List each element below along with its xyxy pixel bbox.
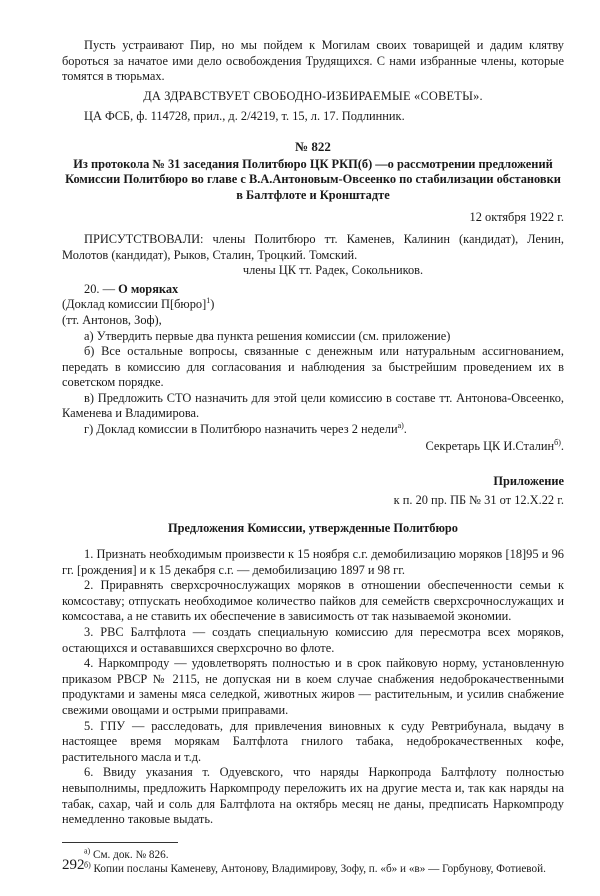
document-date: 12 октября 1922 г. [469, 210, 564, 225]
page-number: 292 [62, 857, 85, 873]
proposal-item: 2. Приравнять сверхсрочнослужащих моряков в отношении обеспеченности семьи к комсоставу; отпускать необходимое количество пайков для семейств сверхсрочнослужащих и комсостава, а не ставить их обеспечение в зависимость от так называемой экономии. [62, 578, 564, 624]
proposal-item: 5. ГПУ — расследовать, для привлечения виновных к суду Ревтрибунала, выдачу в настоящее время морякам Балтфлота гнилого табака, недоброкачественных кофе, растительного масла и т.д. [62, 718, 564, 764]
footnote-ref: 1 [206, 296, 211, 306]
proposals-list [62, 547, 564, 828]
footnote-ref: б) [554, 437, 561, 447]
document-page [62, 38, 564, 876]
footnote-divider [62, 842, 178, 843]
footnotes [62, 845, 564, 876]
proposals-title: Предложения Комиссии, утвержденные Политбюро [167, 521, 458, 536]
archive-source: ЦА ФСБ, ф. 114728, прил., д. 2/4219, т. 15, л. 17. Подлинник. [84, 109, 405, 124]
secretary-signature: Секретарь ЦК И.Сталин$^{б)}$. [425, 437, 564, 453]
agenda-item-title: О моряках [118, 281, 179, 296]
resolution-a: а) Утвердить первые два пункта решения комиссии (см. приложение) [84, 328, 451, 343]
proposal-item: 6. Ввиду указания т. Одуевского, что наряды Наркопрода Балтфлоту полностью невыполнимы, предложить Наркомпроду переложить их на другие места и, так как наряды на табак, сахар, чай и соль для Балтфлота на октябрь месяц не даны, предписать Наркомпроду немедленно таковые выдать. [62, 765, 564, 827]
agenda-item-number: 20. — [84, 281, 115, 296]
agenda-item-heading [62, 282, 564, 298]
footnote: $^{а)}$ См. док. № 826. [84, 845, 169, 861]
appendix-title: Приложение [493, 474, 564, 489]
intro-paragraph: Пусть устраивают Пир, но мы пойдем к Могилам своих товарищей и дадим клятву бороться за начатое ими дело освобождения Трудящихся. С нами избранные члены, которые томятся в тюрьмах. [62, 38, 564, 84]
resolution-g: г) Доклад комиссии в Политбюро назначить через 2 недели$^{а)}$. [84, 420, 407, 437]
resolution-b: б) Все остальные вопросы, связанные с денежным или натуральным ассигнованием, передать в комиссию для согласования и наблюдения за быстрейшим проведением их в советском порядке. [62, 344, 564, 390]
footnote: $^{б)}$ Копии посланы Каменеву, Антонову, Владимирову, Зофу, п. «б» и «в» — Горбунову, Фотиевой. [84, 859, 546, 875]
proposal-item: 4. Наркомпроду — удовлетворять полностью и в срок пайковую норму, установленную приказом РВСР № 2115, не допуская ни в коем случае снабжения недоброкачественными продуктами и замены мяса селедкой, животных жиров — растительным, и усилив снабжение свежими овощами и острыми приправами. [62, 656, 564, 717]
agenda-item-20 [62, 282, 564, 455]
slogan: ДА ЗДРАВСТВУЕТ СВОБОДНО-ИЗБИРАЕМЫЕ «СОВЕТЫ». [143, 88, 483, 103]
resolution-v: в) Предложить СТО назначить для этой цели комиссию в составе тт. Антонова-Овсеенко, Каменева и Владимирова. [62, 390, 564, 421]
agenda-item-report: (Доклад комиссии П[бюро]$^1$) [62, 296, 215, 312]
attendance-members: ПРИСУТСТВОВАЛИ: члены Политбюро тт. Каменев, Калинин (кандидат), Ленин, Молотов (кандидат), Рыков, Сталин, Троцкий. Томский. [62, 231, 564, 262]
document-number: № 822 [295, 138, 331, 154]
document-title: Из протокола № 31 заседания Политбюро ЦК РКП(б) —о рассмотрении предложений Комиссии Политбюро во главе с В.А.Антоновым-Овсеенко по стабилизации обстановки в Балтфлоте и Кронштадте [65, 156, 561, 202]
attendance-cc-members: члены ЦК тт. Радек, Сокольников. [242, 263, 424, 278]
proposal-item: 1. Признать необходимым произвести к 15 ноября с.г. демобилизацию моряков [18]95 и 96 гг. [рождения] и к 15 декабря с.г. — демобилизацию 1897 и 98 гг. [62, 547, 564, 577]
footnote-ref: а) [397, 420, 404, 430]
appendix-reference: к п. 20 пр. ПБ № 31 от 12.Х.22 г. [393, 492, 564, 507]
proposal-item: 3. РВС Балтфлота — создать специальную комиссию для пересмотра всех моряков, остающихся и остававшихся сверхсрочно во флоте. [62, 625, 564, 655]
agenda-item-reporters: (тт. Антонов, Зоф), [62, 312, 162, 327]
attendance [62, 232, 564, 279]
